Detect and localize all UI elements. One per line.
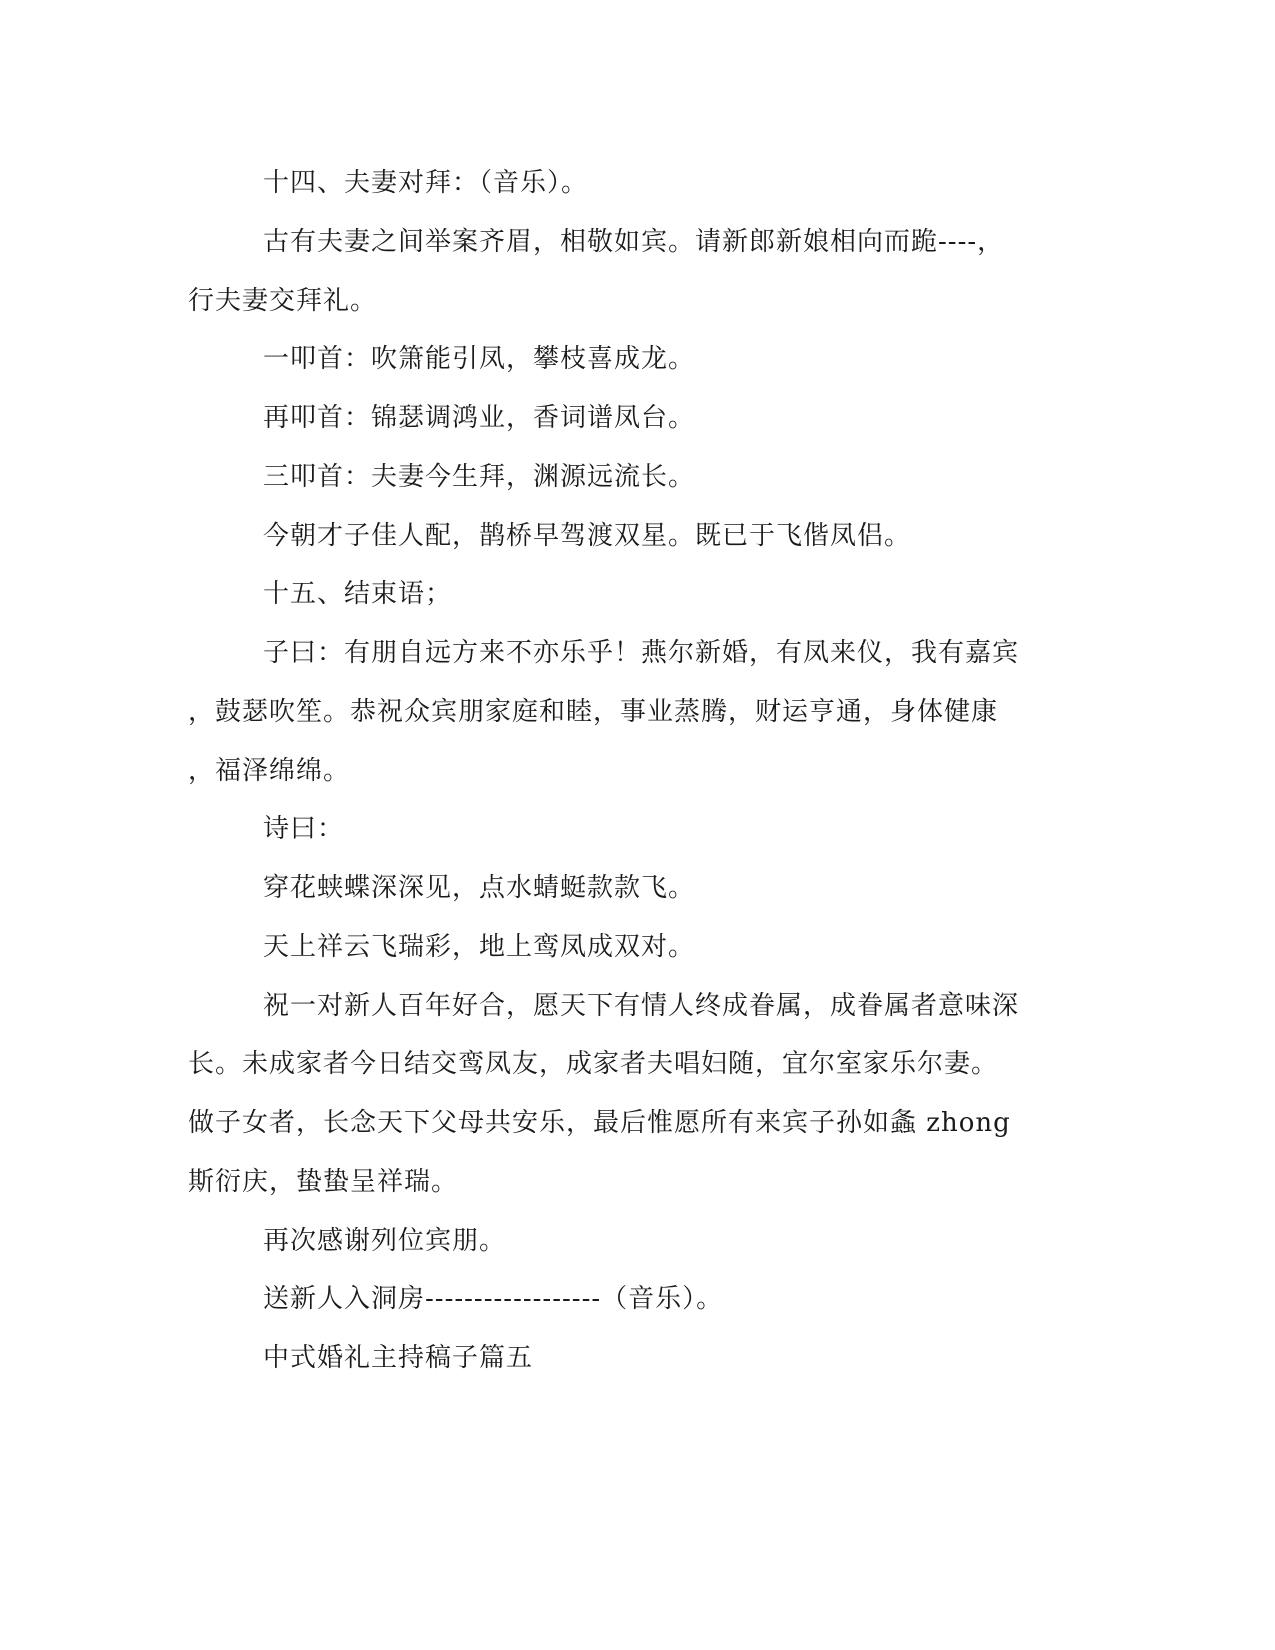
paragraph-line: 祝一对新人百年好合，愿天下有情人终成眷属，成眷属者意味深 xyxy=(263,991,1020,1021)
paragraph-line: 三叩首：夫妻今生拜，渊源远流长。 xyxy=(263,462,696,492)
paragraph-line: 古有夫妻之间举案齐眉，相敬如宾。请新郎新娘相向而跪----， xyxy=(263,227,1005,257)
section-title: 中式婚礼主持稿子篇五 xyxy=(263,1343,534,1373)
paragraph-line: ，福泽绵绵。 xyxy=(188,756,351,786)
paragraph-line: 再叩首：锦瑟调鸿业，香词谱凤台。 xyxy=(263,403,696,433)
section-heading-15: 十五、结束语； xyxy=(263,579,453,609)
paragraph-line: 长。未成家者今日结交鸾凤友，成家者夫唱妇随，宜尔室家乐尔妻。 xyxy=(188,1049,999,1079)
paragraph-line: 今朝才子佳人配，鹊桥早驾渡双星。既已于飞偕凤侣。 xyxy=(263,521,912,551)
paragraph-line: 再次感谢列位宾朋。 xyxy=(263,1226,507,1256)
paragraph-line: 诗曰： xyxy=(263,814,345,844)
section-heading-14: 十四、夫妻对拜：（音乐）。 xyxy=(263,168,589,198)
paragraph-line: 一叩首：吹箫能引凤，攀枝喜成龙。 xyxy=(263,344,696,374)
paragraph-line: 做子女者，长念天下父母共安乐，最后惟愿所有来宾子孙如螽 zhong xyxy=(188,1108,1011,1138)
paragraph-line: 子曰：有朋自远方来不亦乐乎！燕尔新婚，有凤来仪，我有嘉宾 xyxy=(263,638,1020,668)
poem-line: 天上祥云飞瑞彩，地上鸾凤成双对。 xyxy=(263,932,696,962)
paragraph-line: 行夫妻交拜礼。 xyxy=(188,286,378,316)
paragraph-line: 送新人入洞房------------------（音乐）。 xyxy=(263,1284,724,1314)
paragraph-line: ，鼓瑟吹笙。恭祝众宾朋家庭和睦，事业蒸腾，财运亨通，身体健康 xyxy=(188,697,999,727)
poem-line: 穿花蛱蝶深深见，点水蜻蜓款款飞。 xyxy=(263,873,696,903)
paragraph-line: 斯衍庆，蛰蛰呈祥瑞。 xyxy=(188,1167,459,1197)
